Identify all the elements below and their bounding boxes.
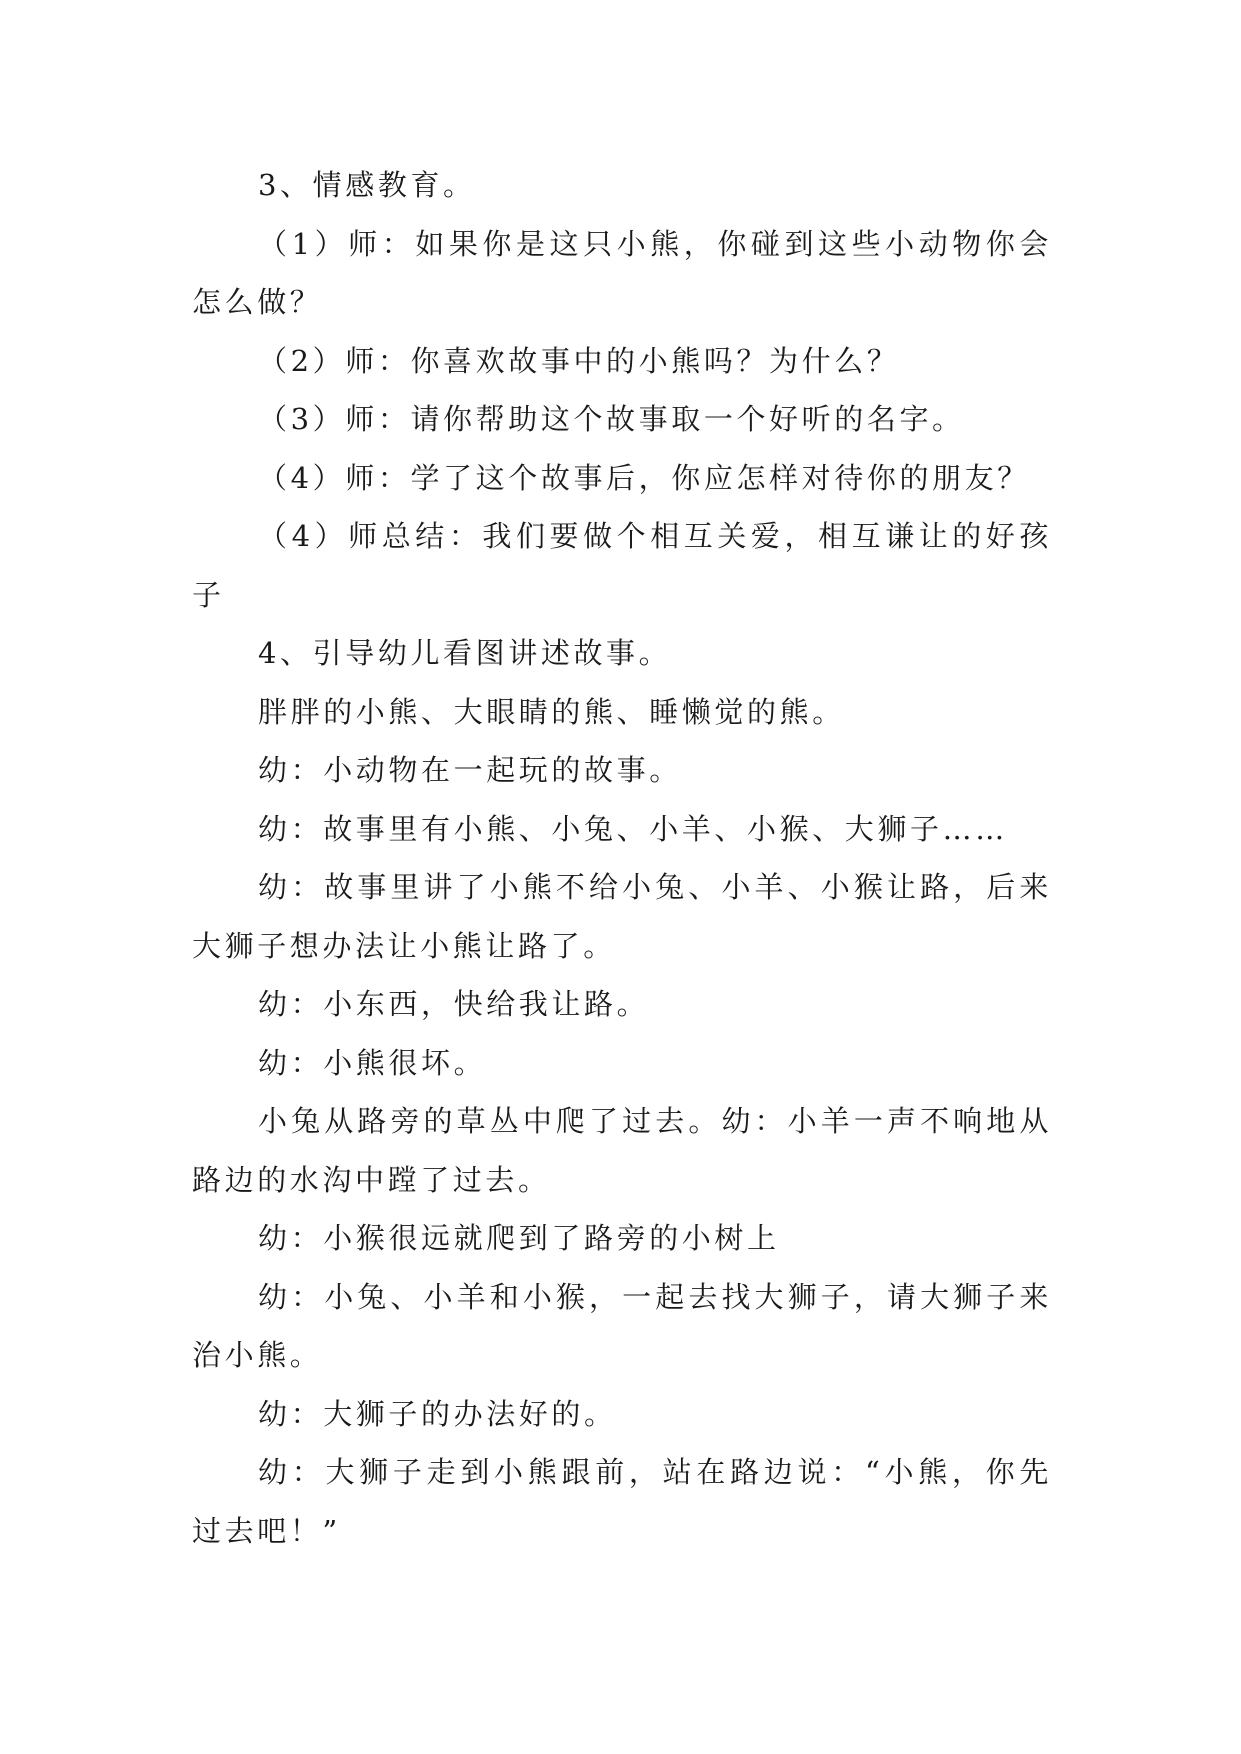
paragraph: （1）师：如果你是这只小熊，你碰到这些小动物你会怎么做？	[192, 226, 1052, 319]
paragraph: 幼：小猴很远就爬到了路旁的小树上	[258, 1221, 780, 1255]
paragraph: 幼：小动物在一起玩的故事。	[258, 753, 682, 787]
paragraph: 幼：小熊很坏。	[258, 1045, 487, 1080]
paragraph: 幼：大狮子走到小熊跟前，站在路边说：“小熊，你先过去吧！”	[192, 1455, 1052, 1548]
paragraph: 4、引导幼儿看图讲述故事。	[258, 636, 672, 670]
paragraph: 幼：大狮子的办法好的。	[258, 1396, 617, 1431]
paragraph: 幼：小兔、小羊和小猴，一起去找大狮子，请大狮子来治小熊。	[192, 1279, 1052, 1372]
paragraph: （2）师：你喜欢故事中的小熊吗？为什么？	[258, 343, 900, 378]
paragraph: 小兔从路旁的草丛中爬了过去。幼：小羊一声不响地从路边的水沟中蹚了过去。	[192, 1104, 1052, 1197]
paragraph: 幼：故事里讲了小熊不给小兔、小羊、小猴让路，后来大狮子想办法让小熊让路了。	[192, 870, 1052, 963]
paragraph: 胖胖的小熊、大眼睛的熊、睡懒觉的熊。	[258, 694, 845, 729]
paragraph: 3、情感教育。	[258, 168, 476, 202]
paragraph: （3）师：请你帮助这个故事取一个好听的名字。	[258, 402, 965, 436]
paragraph: （4）师总结：我们要做个相互关爱，相互谦让的好孩子	[192, 519, 1052, 612]
document-body	[192, 156, 1052, 1560]
paragraph: 幼：小东西，快给我让路。	[258, 987, 650, 1021]
paragraph: （4）师：学了这个故事后，你应怎样对待你的朋友？	[258, 460, 1030, 495]
paragraph: 幼：故事里有小熊、小兔、小羊、小猴、大狮子……	[258, 811, 1008, 846]
